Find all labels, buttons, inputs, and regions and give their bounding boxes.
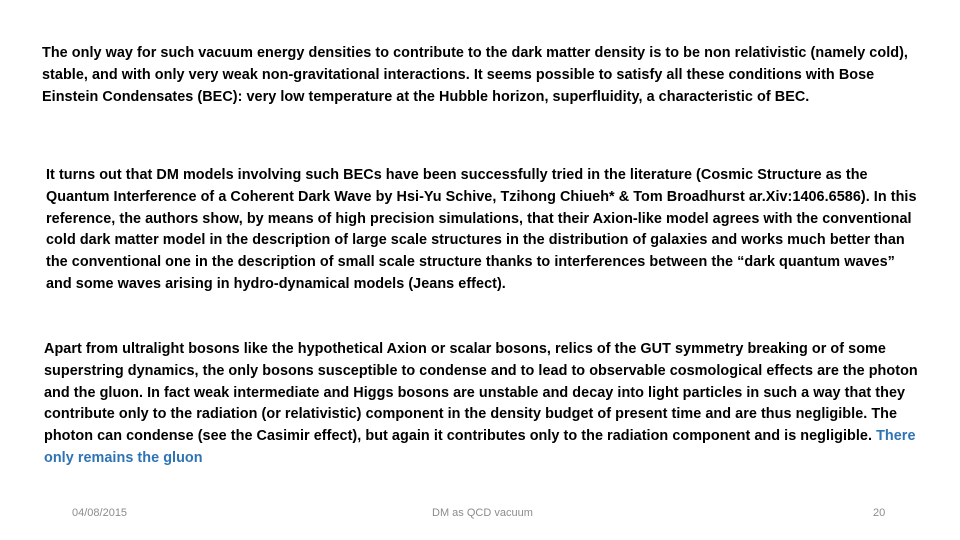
footer-date: 04/08/2015 xyxy=(72,507,128,519)
paragraph-condensing-bosons xyxy=(44,339,924,470)
paragraph-condensing-bosons-text: Apart from ultralight bosons like the hypothetical Axion or scalar bosons, relics of the GUT symmetry breaking or of some superstring dynamics, the only bosons susceptible to condense and to lead to observable cosmological effects are the photon and the gluon. In fact weak intermediate and Higgs bosons are unstable and decay into light particles in such a way that they contribute only to the radiation (or relativistic) component in the density budget of present time and are thus negligible. The photon can condense (see the Casimir effect), but again it contributes only to the radiation component and is negligible. xyxy=(44,341,918,445)
paragraph-bec-conditions: The only way for such vacuum energy densities to contribute to the dark matter density is to be non relativistic (namely cold), stable, and with only very weak non-gravitational interactions. It seems possible to satisfy all these conditions with Bose Einstein Condensates (BEC): very low temperature at the Hubble horizon, superfluidity, a characteristic of BEC. xyxy=(42,45,908,105)
gluon-conclusion-highlight: There only remains the gluon xyxy=(44,428,916,466)
footer-title: DM as QCD vacuum xyxy=(432,507,533,519)
slide-number: 20 xyxy=(873,507,886,519)
paragraph-literature-models: It turns out that DM models involving such BECs have been successfully tried in the literature (Cosmic Structure as the Quantum Interference of a Coherent Dark Wave by Hsi-Yu Schive, Tzihong Chiueh* & Tom Broadhurst ar.Xiv:1406.6586). In this reference, the authors show, by means of high precision simulations, that their Axion-like model agrees with the conventional cold dark matter model in the description of large scale structures in the distribution of galaxies and works much better than the conventional one in the description of small scale structure thanks to interferences between the “dark quantum waves” and some waves arising in hydro-dynamical models (Jeans effect). xyxy=(46,167,917,292)
